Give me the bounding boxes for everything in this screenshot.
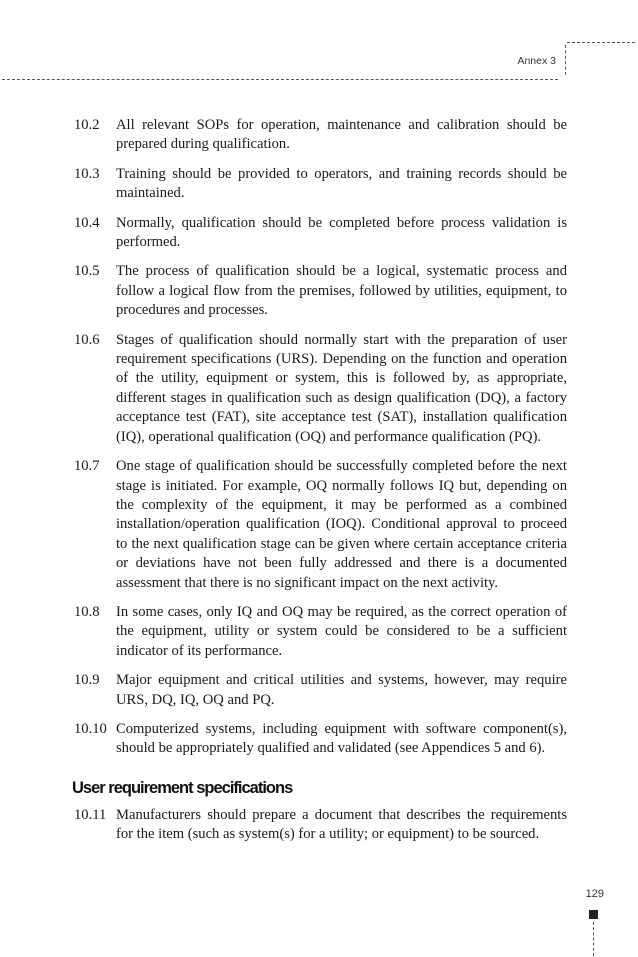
header-dashed-rule-top	[567, 42, 635, 43]
paragraph-number: 10.4	[74, 214, 100, 231]
footer-marker-square	[589, 910, 598, 919]
paragraph-10-3	[74, 165, 567, 204]
paragraph-10-2	[74, 116, 567, 155]
page-number: 129	[585, 888, 604, 900]
paragraph-text: Manufacturers should prepare a document that describes the requirements for the item (such as system(s) for a utility; or equipment) to be sourced.	[116, 806, 567, 843]
paragraph-text: Normally, qualification should be completed before process validation is performed.	[116, 214, 567, 251]
paragraph-10-9	[74, 671, 567, 710]
header-dashed-rule	[2, 79, 558, 80]
paragraph-text: All relevant SOPs for operation, maintenance and calibration should be prepared during qualification.	[116, 117, 567, 153]
paragraph-number: 10.8	[74, 603, 100, 620]
paragraph-10-8	[74, 603, 567, 661]
page-body	[74, 116, 567, 855]
paragraph-text: The process of qualification should be a logical, systematic process and follow a logical flow from the premises, followed by utilities, equipment, to procedures and processes.	[116, 263, 567, 319]
paragraph-10-5	[74, 262, 567, 320]
paragraph-text: In some cases, only IQ and OQ may be required, as the correct operation of the equipment, utility or system could be considered to be a sufficient indicator of its performance.	[116, 603, 567, 659]
paragraph-number: 10.11	[74, 806, 107, 823]
paragraph-number: 10.6	[74, 331, 100, 348]
paragraph-number: 10.2	[74, 117, 100, 133]
paragraph-number: 10.10	[74, 720, 107, 737]
paragraph-10-6	[74, 331, 567, 447]
paragraph-number: 10.9	[74, 672, 100, 689]
paragraph-number: 10.7	[74, 458, 100, 475]
paragraph-text: Stages of qualification should normally start with the preparation of user requirement specifications (URS). Depending on the function and operation of the utility, equipment or system, this is followed by, as appropriate, different stages in qualification such as design qualification (DQ), a factory acceptance test (FAT), site acceptance test (SAT), installation qualification (IQ), operational qualification (OQ) and performance qualification (PQ).	[116, 331, 567, 445]
paragraph-10-4	[74, 214, 567, 253]
paragraph-text: Computerized systems, including equipment with software component(s), should be appropriately qualified and validated (see Appendices 5 and 6).	[116, 720, 567, 757]
header-dashed-rule-vertical	[565, 45, 566, 75]
paragraph-text: Major equipment and critical utilities and systems, however, may require URS, DQ, IQ, OQ and PQ.	[116, 672, 567, 708]
paragraph-text: Training should be provided to operators, and training records should be maintained.	[116, 165, 567, 202]
paragraph-10-10	[74, 720, 567, 759]
paragraph-number: 10.5	[74, 263, 100, 280]
paragraph-10-11	[74, 806, 567, 845]
section-heading: User requirement specifications	[72, 778, 293, 797]
footer-dashed-rule	[593, 922, 594, 956]
paragraph-text: One stage of qualification should be successfully completed before the next stage is initiated. For example, OQ normally follows IQ but, depending on the complexity of the equipment, it may be performed as a combined installation/operation qualification (IOQ). Conditional approval to proceed to the next qualification stage can be given where certain acceptance criteria or deviations have not been fully addressed and there is a documented assessment that there is no significant impact on the next activity.	[116, 458, 567, 591]
paragraph-10-7	[74, 457, 567, 593]
paragraph-number: 10.3	[74, 165, 100, 182]
annex-label: Annex 3	[517, 55, 556, 67]
